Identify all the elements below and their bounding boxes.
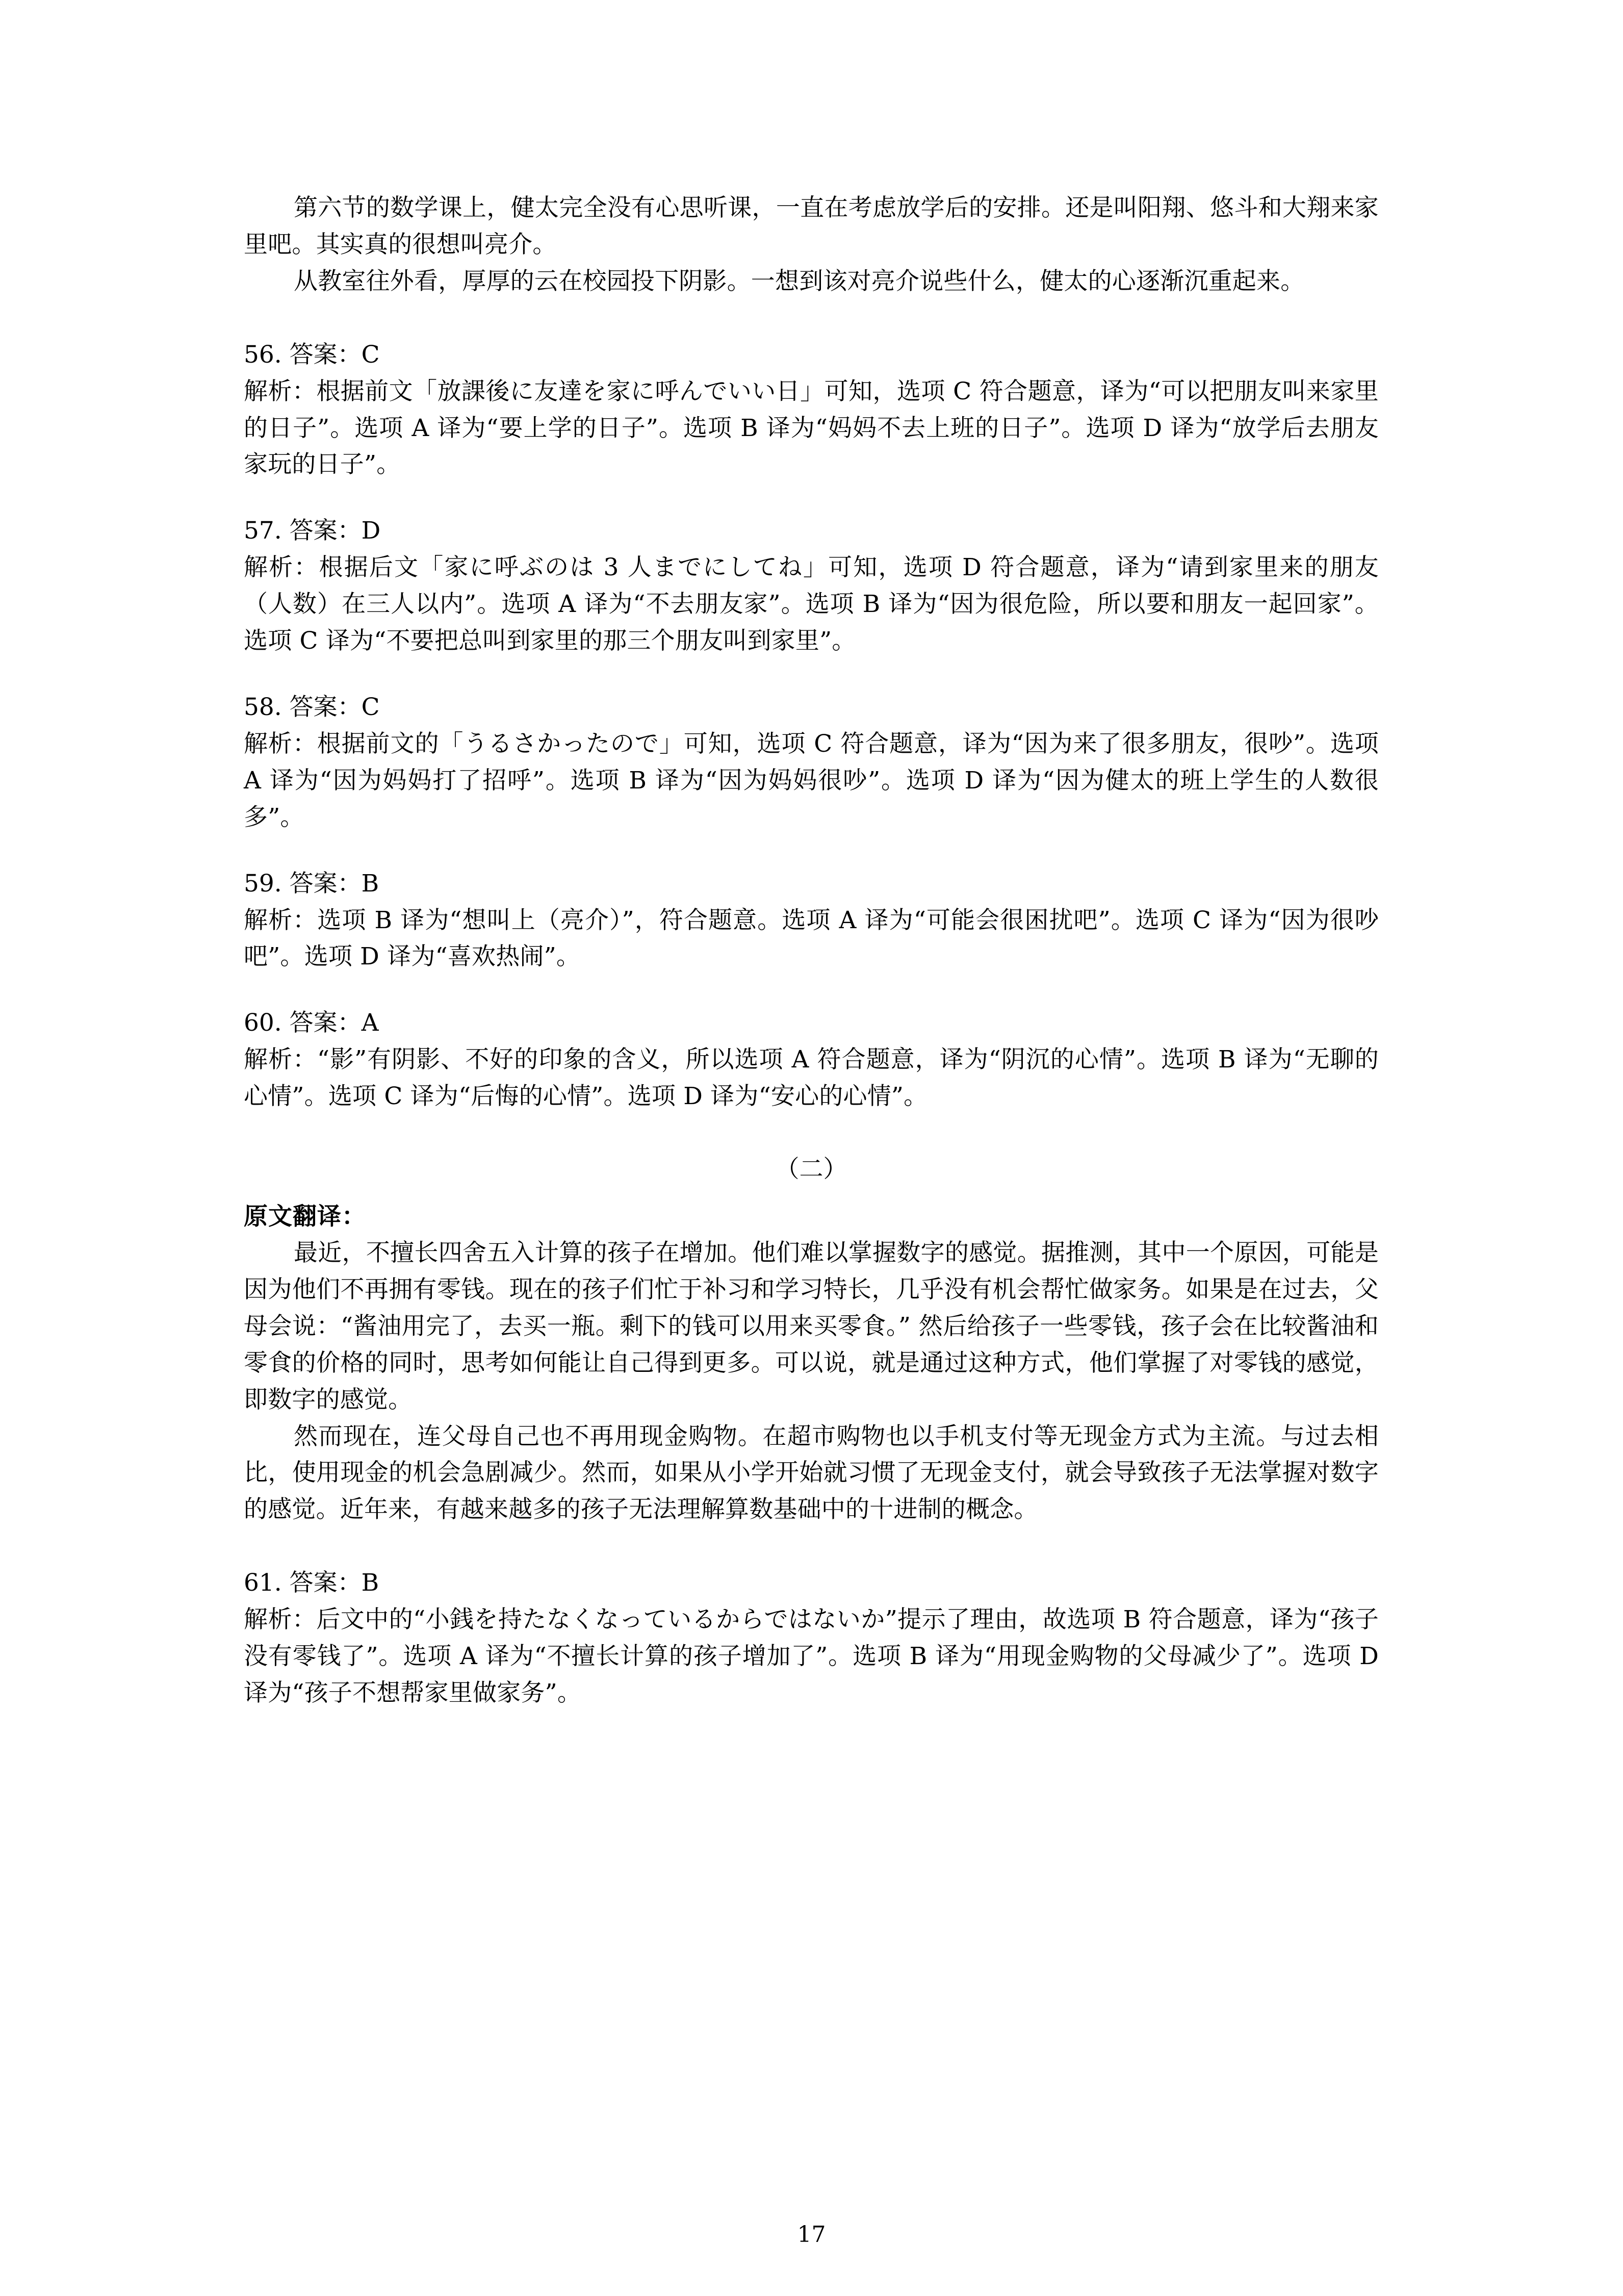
answer-heading-56: 56. 答案：C xyxy=(244,340,380,369)
answer-heading-58: 58. 答案：C xyxy=(244,693,380,721)
spacer xyxy=(244,300,1379,337)
spacer xyxy=(244,1188,1379,1199)
answer-heading-61: 61. 答案：B xyxy=(244,1569,379,1597)
page-content xyxy=(244,190,1379,1712)
answer-explanation-59: 解析：选项 B 译为“想叫上（亮介）”，符合题意。选项 A 译为“可能会很困扰吧”。选项 C 译为“因为很吵吧”。选项 D 译为“喜欢热闹”。 xyxy=(244,906,1379,971)
section-two-paragraph-2: 然而现在，连父母自己也不再用现金购物。在超市购物也以手机支付等无现金方式为主流。与过去相比，使用现金的机会急剧减少。然而，如果从小学开始就习惯了无现金支付，就会导致孩子无法掌握对数字的感觉。近年来，有越来越多的孩子无法理解算数基础中的十进制的概念。 xyxy=(244,1422,1379,1524)
spacer xyxy=(244,836,1379,865)
section-two-paragraph-1: 最近，不擅长四舍五入计算的孩子在增加。他们难以掌握数字的感觉。据推测，其中一个原因，可能是因为他们不再拥有零钱。现在的孩子们忙于补习和学习特长，几乎没有机会帮忙做家务。如果是在过去，父母会说：“酱油用完了，去买一瓶。剩下的钱可以用来买零食。” 然后给孩子一些零钱，孩子会在比较酱油和零食的价格的同时，思考如何能让自己得到更多。可以说，就是通过这种方式，他们掌握了对零钱的感觉，即数字的感觉。 xyxy=(244,1239,1379,1414)
spacer xyxy=(244,1528,1379,1565)
passage-paragraph-1: 第六节的数学课上，健太完全没有心思听课，一直在考虑放学后的安排。还是叫阳翔、悠斗和大翔来家里吧。其实真的很想叫亮介。 xyxy=(244,194,1379,259)
answer-explanation-60: 解析：“影”有阴影、不好的印象的含义，所以选项 A 符合题意，译为“阴沉的心情”。选项 B 译为“无聊的心情”。选项 C 译为“后悔的心情”。选项 D 译为“安心的心情”。 xyxy=(244,1045,1379,1111)
answer-heading-59: 59. 答案：B xyxy=(244,869,379,898)
answer-explanation-61: 解析：后文中的“小銭を持たなくなっているからではないか”提示了理由，故选项 B 符合题意，译为“孩子没有零钱了”。选项 A 译为“不擅长计算的孩子增加了”。选项 B 译为“用现金购物的父母减少了”。选项 D 译为“孩子不想帮家里做家务”。 xyxy=(244,1605,1379,1707)
answer-heading-57: 57. 答案：D xyxy=(244,517,381,545)
answer-explanation-57: 解析：根据后文「家に呼ぶのは 3 人までにしてね」可知，选项 D 符合题意，译为“请到家里来的朋友（人数）在三人以内”。选项 A 译为“不去朋友家”。选项 B 译为“因为很危险，所以要和朋友一起回家”。选项 C 译为“不要把总叫到家里的那三个朋友叫到家里”。 xyxy=(244,553,1379,655)
answer-explanation-58: 解析：根据前文的「うるさかったので」可知，选项 C 符合题意，译为“因为来了很多朋友，很吵”。选项 A 译为“因为妈妈打了招呼”。选项 B 译为“因为妈妈很吵”。选项 D 译为“因为健太的班上学生的人数很多”。 xyxy=(244,729,1379,831)
answer-explanation-56: 解析：根据前文「放課後に友達を家に呼んでいい日」可知，选项 C 符合题意，译为“可以把朋友叫来家里的日子”。选项 A 译为“要上学的日子”。选项 B 译为“妈妈不去上班的日子”。选项 D 译为“放学后去朋友家玩的日子”。 xyxy=(244,377,1379,479)
passage-paragraph-2: 从教室往外看，厚厚的云在校园投下阴影。一想到该对亮介说些什么，健太的心逐渐沉重起来。 xyxy=(294,267,1305,295)
page-number: 17 xyxy=(797,2222,826,2248)
spacer xyxy=(244,483,1379,513)
spacer xyxy=(244,975,1379,1005)
answer-heading-60: 60. 答案：A xyxy=(244,1009,379,1037)
section-two-heading: （二） xyxy=(775,1155,847,1184)
spacer xyxy=(244,659,1379,689)
spacer xyxy=(244,1115,1379,1152)
original-translation-label: 原文翻译： xyxy=(244,1202,366,1231)
